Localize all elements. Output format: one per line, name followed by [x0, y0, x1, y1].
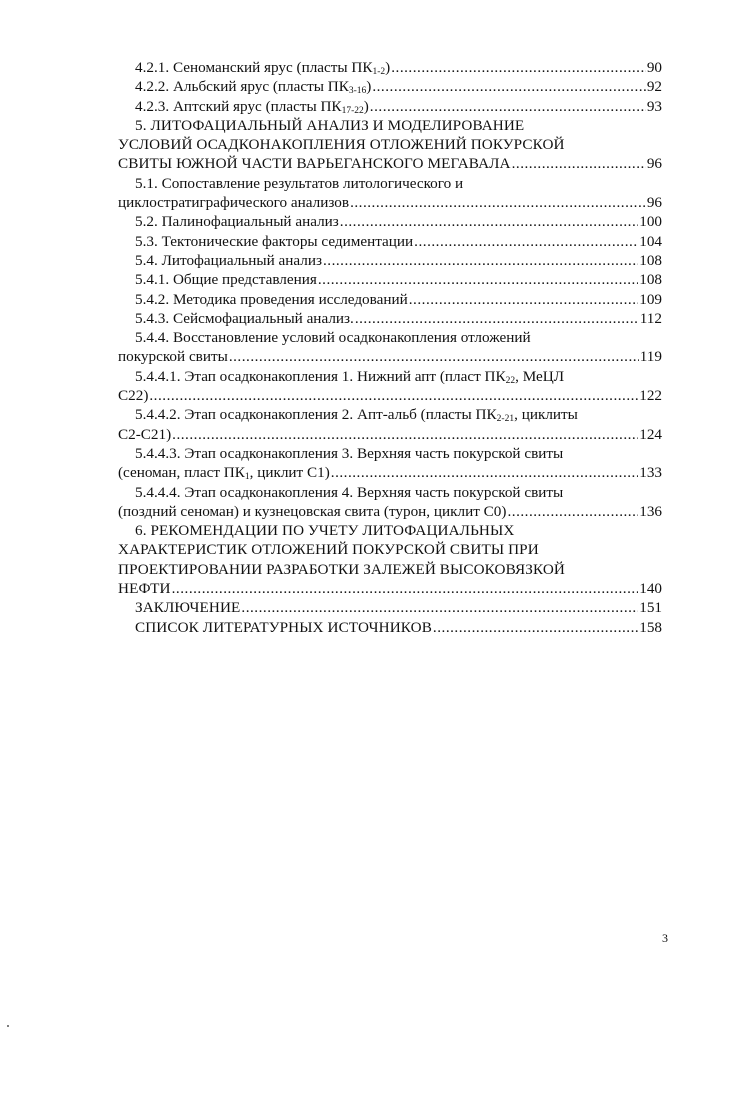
toc-entry-title-line: 5.4.4.3. Этап осадконакопления 3. Верхняя часть покурской свиты [135, 444, 564, 462]
page-number: 3 [662, 931, 668, 945]
toc-page-number: 151 [639, 599, 662, 617]
dot-leader [355, 309, 639, 328]
toc-entry-5-4-2[interactable] [118, 290, 662, 309]
toc-entry-5-4[interactable] [118, 251, 662, 270]
toc-entry-title-line: 5.4.4.1. Этап осадконакопления 1. Нижний апт (пласт $ПК_{22}$, МеЦЛ [135, 367, 565, 386]
toc-entry-title-line: ХАРАКТЕРИСТИК ОТЛОЖЕНИЙ ПОКУРСКОЙ СВИТЫ ПРИ [118, 541, 539, 559]
toc-page-number: 122 [639, 387, 662, 405]
toc-entry-title-line: НЕФТИ [118, 580, 171, 598]
table-of-contents [118, 58, 662, 637]
toc-entry-title-line: 5.4.4. Восстановление условий осадконакопления отложений [135, 329, 531, 347]
dot-leader [350, 193, 646, 212]
dot-leader [372, 77, 645, 96]
toc-page-number: 158 [639, 618, 662, 636]
toc-entry-conclusion[interactable] [118, 598, 662, 617]
toc-page-number: 100 [639, 213, 662, 231]
toc-entry-title-line: (сеноман, пласт $ПК_1$, циклит С1) [118, 464, 330, 483]
toc-entry-title: 5.4. Литофациальный анализ [135, 251, 322, 269]
scan-speck [7, 1025, 9, 1027]
toc-page-number: 93 [646, 97, 662, 115]
toc-entry-title-line: 5.1. Сопоставление результатов литологического и [135, 174, 464, 192]
toc-entry-title-line: 5.4.4.2. Этап осадконакопления 2. Апт-альб (пласты $ПК_{2-21}$, циклиты [135, 406, 578, 425]
toc-entry-title: 4.2.2. Альбский ярус (пласты $ПК_{3-16}$) [135, 78, 372, 97]
toc-entry-title: 5.2. Палинофациальный анализ [135, 213, 339, 231]
dot-leader [507, 502, 638, 521]
dot-leader [149, 386, 638, 405]
toc-entry-5-3[interactable] [118, 232, 662, 251]
toc-entry-5-4-3[interactable] [118, 309, 662, 328]
dot-leader [370, 97, 646, 116]
toc-page-number: 112 [639, 309, 662, 327]
dot-leader [241, 598, 638, 617]
toc-entry-5[interactable] [118, 116, 662, 174]
toc-entry-title: СПИСОК ЛИТЕРАТУРНЫХ ИСТОЧНИКОВ [135, 618, 432, 636]
toc-entry-title-line: (поздний сеноман) и кузнецовская свита (турон, циклит С0) [118, 502, 507, 520]
toc-entry-title-line: 5. ЛИТОФАЦИАЛЬНЫЙ АНАЛИЗ И МОДЕЛИРОВАНИЕ [135, 116, 525, 134]
toc-entry-4-2-2[interactable] [118, 77, 662, 96]
dot-leader [391, 58, 646, 77]
toc-page-number: 108 [639, 251, 662, 269]
dot-leader [323, 251, 638, 270]
dot-leader [340, 212, 638, 231]
toc-entry-5-4-4-2[interactable] [118, 405, 662, 444]
toc-entry-title-line: циклостратиграфического анализов [118, 194, 350, 212]
toc-entry-4-2-3[interactable] [118, 97, 662, 116]
toc-entry-title: 4.2.1. Сеноманский ярус (пласты $ПК_{1-2}$) [135, 59, 391, 77]
toc-entry-title-line: ПРОЕКТИРОВАНИИ РАЗРАБОТКИ ЗАЛЕЖЕЙ ВЫСОКОВЯЗКОЙ [118, 560, 565, 578]
toc-entry-5-4-4-3[interactable] [118, 444, 662, 483]
dot-leader [409, 290, 638, 309]
toc-page-number: 96 [646, 194, 662, 212]
dot-leader [512, 154, 646, 173]
toc-entry-title: 5.4.1. Общие представления [135, 271, 317, 289]
toc-entry-title-line: С2-С21) [118, 425, 172, 443]
dot-leader [172, 425, 638, 444]
toc-page-number: 136 [639, 502, 662, 520]
toc-entry-title-line: 6. РЕКОМЕНДАЦИИ ПО УЧЕТУ ЛИТОФАЦИАЛЬНЫХ [135, 522, 515, 540]
dot-leader [331, 463, 638, 482]
toc-entry-title: ЗАКЛЮЧЕНИЕ [135, 599, 241, 617]
toc-entry-title: 5.4.3. Сейсмофациальный анализ. [135, 309, 354, 327]
toc-page-number: 109 [639, 290, 662, 308]
toc-page-number: 90 [646, 59, 662, 76]
dot-leader [318, 270, 638, 289]
toc-entry-title-line: УСЛОВИЙ ОСАДКОНАКОПЛЕНИЯ ОТЛОЖЕНИЙ ПОКУРСКОЙ [118, 136, 565, 154]
toc-page-number: 119 [639, 348, 662, 366]
dot-leader [414, 232, 638, 251]
toc-entry-title: 5.3. Тектонические факторы седиментации [135, 232, 414, 250]
dot-leader [433, 618, 638, 637]
toc-entry-title-line: покурской свиты [118, 348, 228, 366]
toc-entry-title: 5.4.2. Методика проведения исследований [135, 290, 408, 308]
toc-entry-5-4-4[interactable] [118, 328, 662, 367]
toc-page-number: 92 [646, 78, 662, 96]
toc-entry-6[interactable] [118, 521, 662, 598]
toc-entry-title-line: С22) [118, 387, 149, 405]
toc-page-number: 140 [639, 580, 662, 598]
toc-entry-4-2-1[interactable] [118, 58, 662, 77]
toc-page-number: 124 [639, 425, 662, 443]
toc-page-number: 96 [646, 155, 662, 173]
toc-entry-5-4-4-4[interactable] [118, 483, 662, 522]
toc-entry-5-1[interactable] [118, 174, 662, 213]
toc-entry-title: 4.2.3. Аптский ярус (пласты $ПК_{17-22}$) [135, 97, 369, 116]
toc-page-number: 108 [639, 271, 662, 289]
toc-entry-title-line: СВИТЫ ЮЖНОЙ ЧАСТИ ВАРЬЕГАНСКОГО МЕГАВАЛА [118, 155, 511, 173]
toc-entry-5-4-1[interactable] [118, 270, 662, 289]
toc-entry-5-4-4-1[interactable] [118, 367, 662, 406]
toc-entry-5-2[interactable] [118, 212, 662, 231]
toc-entry-references[interactable] [118, 618, 662, 637]
toc-page-number: 133 [639, 464, 662, 482]
toc-page-number: 104 [639, 232, 662, 250]
dot-leader [229, 347, 639, 366]
toc-entry-title-line: 5.4.4.4. Этап осадконакопления 4. Верхняя часть покурской свиты [135, 483, 564, 501]
dot-leader [172, 579, 639, 598]
